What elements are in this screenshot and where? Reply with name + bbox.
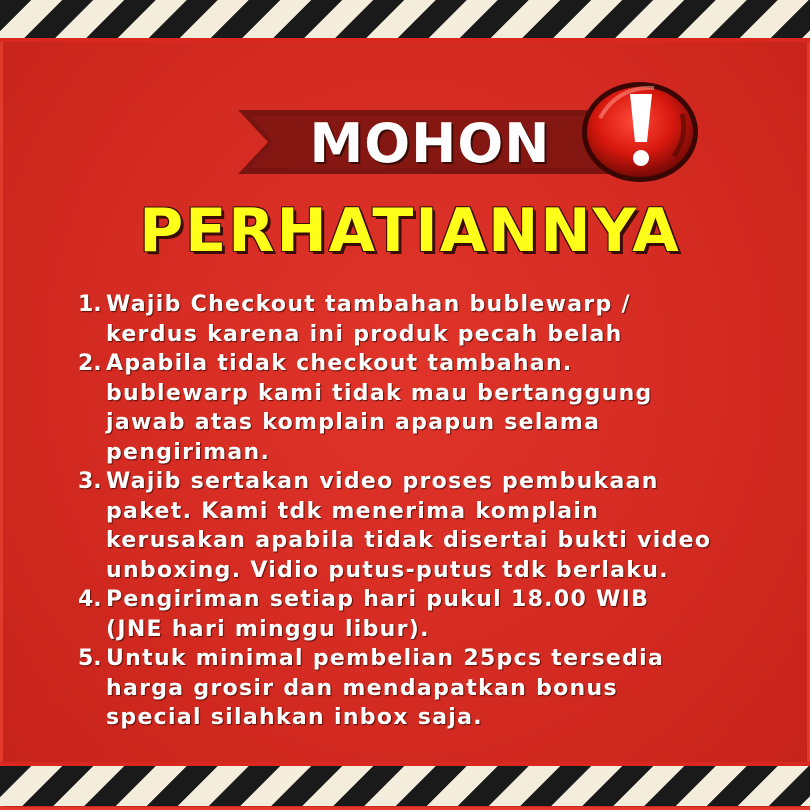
- list-item: [78, 290, 768, 349]
- rule-text: Untuk minimal pembelian 25pcs tersedia harga grosir dan mendapatkan bonus special silahkan inbox saja.: [106, 646, 665, 730]
- rule-text: Wajib sertakan video proses pembukaan paket. Kami tdk menerima komplain kerusakan apabila tidak disertai bukti video unboxing. Vidio putus-putus tdk berlaku.: [106, 469, 712, 583]
- stripe-divider-top: [0, 38, 810, 42]
- rule-text: Apabila tidak checkout tambahan. bublewarp kami tidak mau bertanggung jawab atas komplain apapun selama pengiriman.: [106, 351, 653, 465]
- list-item: [78, 349, 768, 467]
- rule-number: 1.: [78, 292, 102, 317]
- rules-list: [78, 290, 768, 733]
- rule-number: 2.: [78, 351, 102, 376]
- hazard-stripe-top: [0, 0, 810, 38]
- exclamation-alert-icon: [578, 78, 704, 186]
- heading-perhatiannya: PERHATIANNYA: [139, 196, 681, 266]
- list-item: [78, 467, 768, 585]
- rule-number: 4.: [78, 587, 102, 612]
- rule-number: 3.: [78, 469, 102, 494]
- list-item: [78, 644, 768, 733]
- rule-text: Wajib Checkout tambahan bublewarp / kerdus karena ini produk pecah belah: [106, 292, 631, 347]
- heading-mohon: MOHON: [309, 112, 551, 175]
- rule-number: 5.: [78, 646, 102, 671]
- list-item: [78, 585, 768, 644]
- hazard-stripe-bottom: [0, 766, 810, 806]
- rule-text: Pengiriman setiap hari pukul 18.00 WIB (JNE hari minggu libur).: [106, 587, 650, 642]
